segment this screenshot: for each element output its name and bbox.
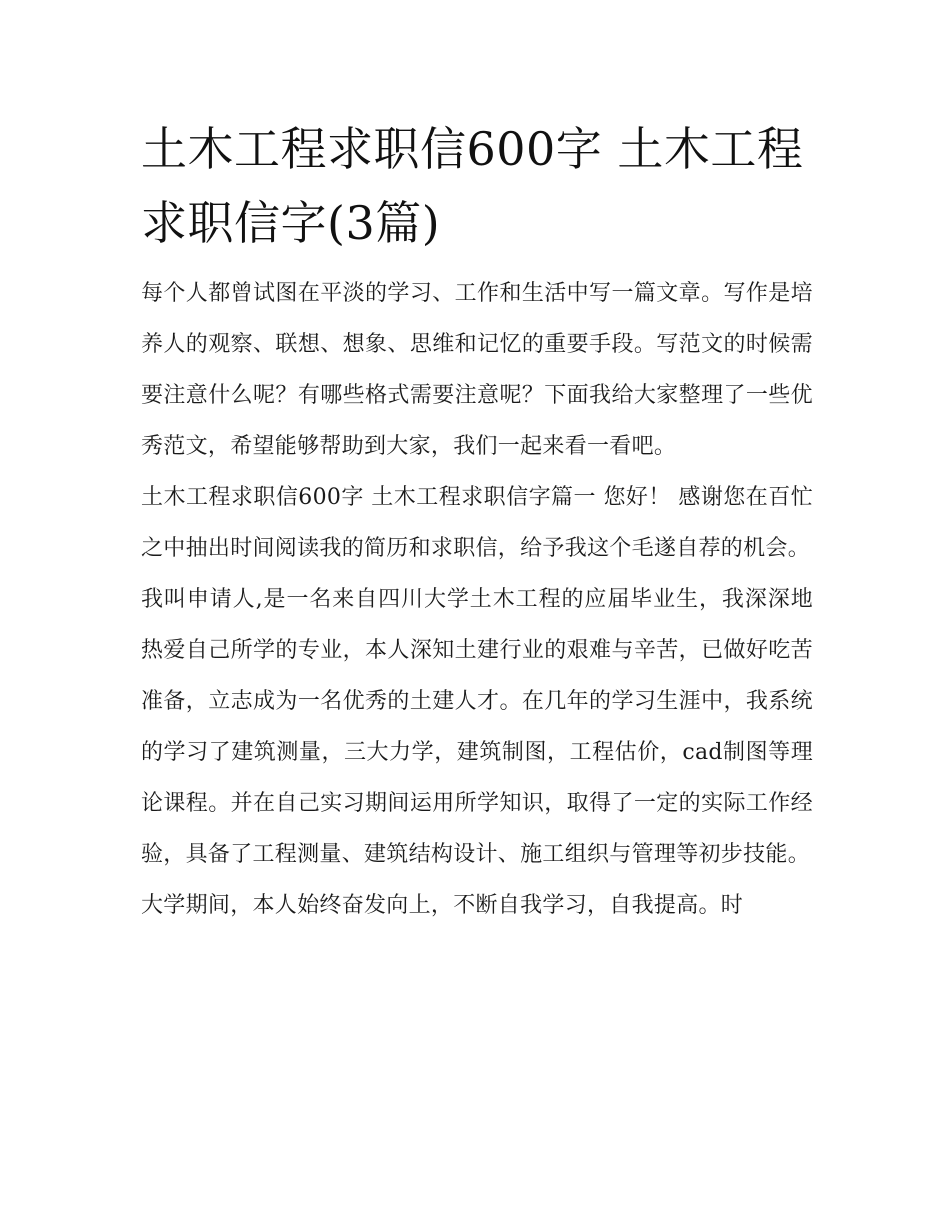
paragraph-letter-opening: 土木工程求职信600字 土木工程求职信字篇一 您好！ 感谢您在百忙之中抽出时间阅读我的简历和求职信，给予我这个毛遂自荐的机会。	[141, 485, 813, 561]
paragraph-self-introduction: 我叫申请人,是一名来自四川大学土木工程的应届毕业生，我深深地热爱自己所学的专业，本人深知土建行业的艰难与辛苦，已做好吃苦准备，立志成为一名优秀的土建人才。在几年的学习生涯中，我系统的学习了建筑测量，三大力学，建筑制图，工程估价，cad制图等理论课程。并在自己实习期间运用所学知识，取得了一定的实际工作经验，具备了工程测量、建筑结构设计、施工组织与管理等初步技能。	[141, 587, 813, 867]
paragraph-intro: 每个人都曾试图在平淡的学习、工作和生活中写一篇文章。写作是培养人的观察、联想、想象、思维和记忆的重要手段。写范文的时候需要注意什么呢？有哪些格式需要注意呢？下面我给大家整理了一些优秀范文，希望能够帮助到大家，我们一起来看一看吧。	[141, 281, 813, 459]
document-title: 土木工程求职信600字 土木工程求职信字(3篇)	[141, 122, 804, 250]
paragraph-university-period: 大学期间，本人始终奋发向上，不断自我学习，自我提高。时	[141, 893, 744, 918]
document-body	[141, 112, 813, 931]
